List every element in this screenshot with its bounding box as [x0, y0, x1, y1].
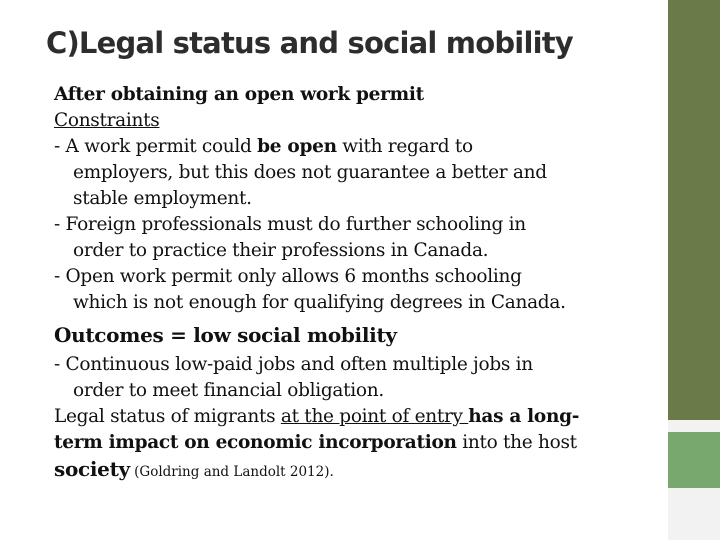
outcome-text: Continuous low-paid jobs and often multiple jobs in	[65, 354, 533, 375]
conclusion-line-1	[54, 404, 654, 430]
constraint-text: Foreign professionals must do further schooling in	[65, 214, 526, 235]
outcome-item-1-line-2: order to meet financial obligation.	[73, 380, 384, 401]
accent-bar	[668, 0, 720, 540]
emphasis-text: be open	[257, 136, 337, 157]
subheading: After obtaining an open work permit	[54, 84, 424, 105]
emphasis-text: has a long-	[468, 406, 580, 427]
constraint-text: A work permit could	[65, 136, 258, 157]
outcome-item-1	[54, 352, 654, 378]
constraint-item-2-line-2: order to practice their professions in Canada.	[73, 240, 489, 261]
conclusion-text: into the host	[456, 432, 577, 453]
constraint-item-1-line-3: stable employment.	[73, 188, 252, 209]
slide-title: C)Legal status and social mobility	[46, 26, 573, 60]
slide-content	[54, 82, 654, 485]
constraint-item-1	[54, 134, 654, 160]
emphasis-text: term impact on economic incorporation	[54, 432, 457, 453]
conclusion-line-3	[54, 456, 654, 485]
conclusion-text: Legal status of migrants	[54, 406, 281, 427]
constraint-item-3	[54, 264, 654, 290]
constraint-item-3-line-2: which is not enough for qualifying degrees in Canada.	[73, 292, 566, 313]
constraint-text: with regard to	[336, 136, 473, 157]
citation: (Goldring and Landolt 2012).	[129, 464, 334, 480]
constraint-item-1-line-2: employers, but this does not guarantee a better and	[73, 162, 547, 183]
accent-block-dark	[668, 0, 720, 420]
outcomes-heading: Outcomes = low social mobility	[54, 323, 397, 347]
constraints-label: Constraints	[54, 110, 160, 131]
bullet-marker: -	[54, 266, 60, 287]
bullet-marker: -	[54, 136, 60, 157]
underlined-text: at the point of entry	[280, 406, 469, 427]
constraint-text: Open work permit only allows 6 months schooling	[65, 266, 522, 287]
bullet-marker: -	[54, 354, 60, 375]
conclusion-line-2	[54, 430, 654, 456]
emphasis-text: society	[54, 457, 130, 481]
constraint-item-2	[54, 212, 654, 238]
bullet-marker: -	[54, 214, 60, 235]
accent-block-green	[668, 432, 720, 488]
